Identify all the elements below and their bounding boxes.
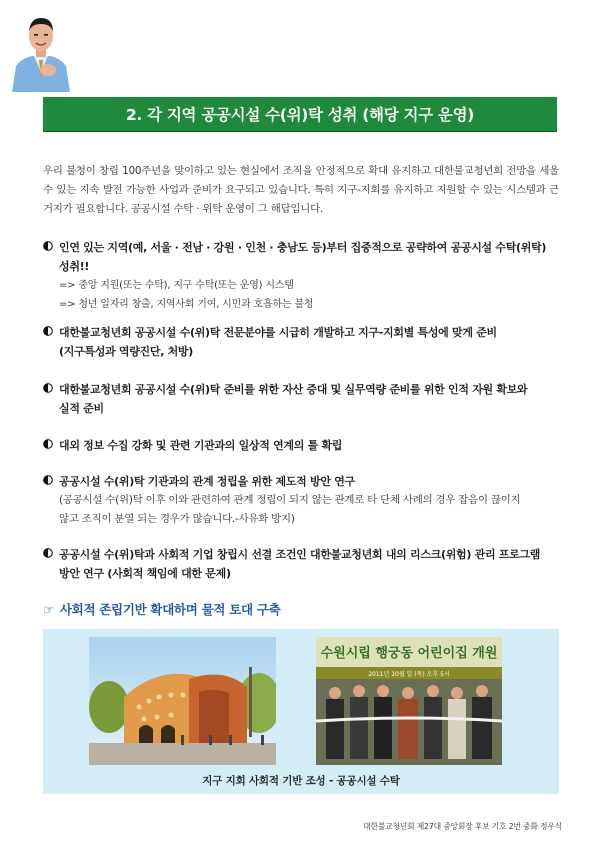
bullet-line2: 성취!! [59,260,90,273]
banner-title: 수원시립 행궁동 어린이집 개원 [320,646,498,661]
bullet-item [43,238,563,314]
bullet-item [43,323,563,361]
bullet-line2: (지구특성과 역량진단, 처방) [59,345,193,358]
bullet-sub-item: => 중앙 지원(또는 수탁), 지구 수탁(또는 운영) 시스템 [59,280,294,291]
bullet-heading [43,472,563,491]
ceremony-photo [316,637,502,765]
bullet-line1: 대외 정보 수집 강화 및 관련 기관과의 일상적 연계의 틀 확립 [59,439,343,452]
bullet-heading [43,380,563,418]
page-title-text: 2. 각 지역 공공시설 수(위)탁 성취 (해당 지구 운영) [125,106,475,124]
half-circle-bullet-icon [43,439,53,449]
footer-text: 대한불교청년회 제27대 중앙회장 후보 기호 2번 중화 정우식 [363,822,562,831]
half-circle-bullet-icon [43,475,53,485]
pointing-hand-icon: ☞ [43,601,54,617]
half-circle-bullet-icon [43,548,53,558]
bullet-line1: 대한불교청년회 공공시설 수(위)탁 전문분야를 시급히 개발하고 지구-지회별 특성에 맞게 준비 [59,326,497,339]
section-heading [43,600,280,618]
bullet-item [43,545,563,583]
bullet-item [43,472,563,529]
half-circle-bullet-icon [43,383,53,393]
bullet-heading [43,238,563,276]
bullet-heading [43,436,563,455]
bullet-item [43,436,563,455]
bullet-note: 않고 조직이 분열 되는 경우가 많습니다.-사유화 방지) [59,513,295,525]
bullet-line1: 인연 있는 지역(예, 서울 · 전남 · 강원 · 인천 · 충남도 등)부터 집중적으로 공략하여 공공시설 수탁(위탁) [59,241,547,254]
photo-caption: 지구 지회 사회적 기반 조성 - 공공시설 수탁 [202,775,400,787]
bullet-heading [43,545,563,583]
bullet-heading [43,323,563,361]
building-photo [89,637,276,765]
intro-paragraph: 우리 불청이 창립 100주년을 맞이하고 있는 현실에서 조직을 안정적으로 확대 유지하고 대한불교청년회 전망을 세울 수 있는 지속 발전 가능한 사업과 준비가 요구되고 있습니다. 특히 지구-지회를 유지하고 지원할 수 있는 시스템과 근거지가 필요합니다. 공공시설 수탁 · 위탁 운영이 그 해답입니다. [43,165,559,215]
section-heading-text: 사회적 존립기반 확대하며 물적 토대 구축 [59,602,281,617]
half-circle-bullet-icon [43,241,53,251]
bullet-line1: 대한불교청년회 공공시설 수(위)탁 준비를 위한 자산 증대 및 실무역량 준비를 위한 인적 자원 확보와 [59,383,528,396]
page-title [43,97,557,131]
bullet-line1: 공공시설 수(위)탁과 사회적 기업 창립시 선결 조건인 대한불교청년회 내의 리스크(위험) 관리 프로그램 [59,548,541,561]
photo-panel [43,629,559,794]
bullet-line2: 실적 준비 [59,402,104,415]
bullet-sub-item: => 청년 일자리 창출, 지역사회 기여, 시민과 호흡하는 불청 [59,299,314,310]
bullet-line1: 공공시설 수(위)탁 기관과의 관계 정립을 위한 제도적 방안 연구 [59,475,355,488]
half-circle-bullet-icon [43,326,53,336]
bullet-item [43,380,563,418]
candidate-portrait [8,10,74,92]
bullet-line2: 방안 연구 (사회적 책임에 대한 문제) [59,567,231,580]
bullet-note: (공공시설 수(위)탁 이후 이와 관련하여 관계 정립이 되지 않는 관계로 타 단체 사례의 경우 잡음이 끊이지 [59,494,521,506]
banner-subtitle: 2011년 10월 일 (목) 오후 5시 [368,671,450,678]
